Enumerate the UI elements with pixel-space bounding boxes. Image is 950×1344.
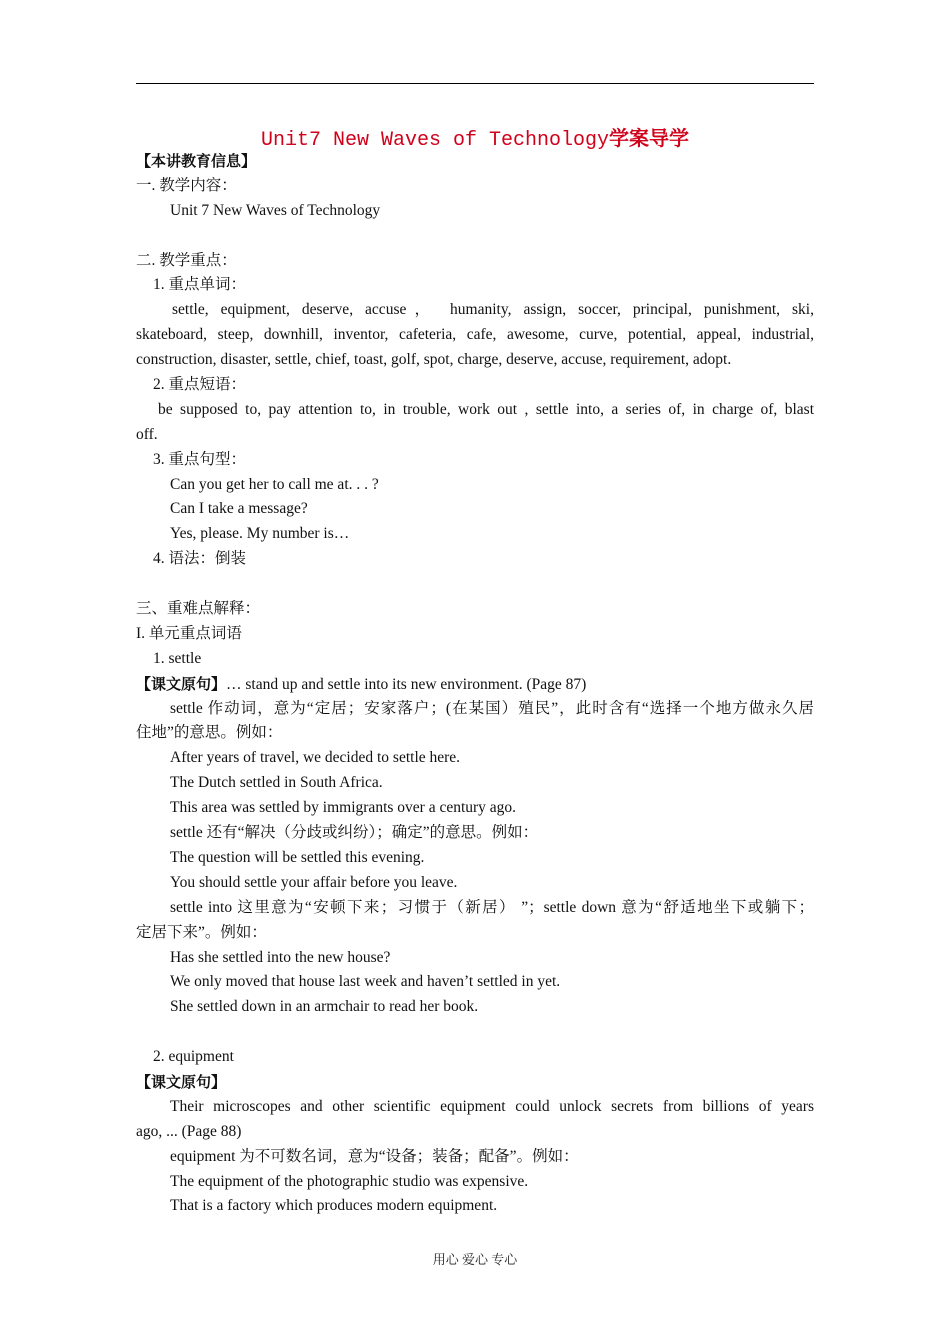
key-words-line: construction, disaster, settle, chief, toast, golf, spot, charge, deserve, accuse, requirement, adopt. <box>136 351 732 369</box>
section-3-heading: 三、重难点解释： <box>136 600 261 618</box>
word-equipment-heading: 2. equipment <box>153 1048 234 1066</box>
example-sentence: The question will be settled this evening. <box>170 848 425 866</box>
section-1-heading: 一. 教学内容： <box>136 176 237 194</box>
spacer <box>136 1020 814 1045</box>
example-sentence: This area was settled by immigrants over a century ago. <box>170 799 517 817</box>
example-sentence: The Dutch settled in South Africa. <box>170 774 383 792</box>
source-label: 【课文原句】 <box>136 674 227 693</box>
key-words-line: skateboard, steep, downhill, inventor, cafeteria, cafe, awesome, curve, potential, appeal, industrial, <box>136 326 814 344</box>
grammar-heading: 4. 语法：倒装 <box>153 550 247 568</box>
source-sentence <box>136 672 814 697</box>
explanation-line: settle 作动词，意为“定居；安家落户；(在某国）殖民”，此时含有“选择一个地方做永久居 <box>170 699 814 717</box>
page-footer: 用心 爱心 专心 <box>432 1252 518 1267</box>
spacer <box>136 572 814 597</box>
explanation-line: equipment 为不可数名词，意为“设备；装备；配备”。例如： <box>170 1147 579 1165</box>
info-heading: 【本讲教育信息】 <box>136 152 257 170</box>
key-words-line: settle, equipment, deserve, accuse， humanity, assign, soccer, principal, punishment, ski, <box>172 301 814 319</box>
word-settle-heading: 1. settle <box>153 649 202 667</box>
source-label: 【课文原句】 <box>136 1072 227 1091</box>
title-english: Unit7 New Waves of Technology <box>260 129 610 152</box>
example-sentence: Has she settled into the new house? <box>170 948 391 966</box>
example-sentence: After years of travel, we decided to settle here. <box>170 749 461 767</box>
source-text: Their microscopes and other scientific equipment could unlock secrets from billions of years <box>170 1097 814 1115</box>
example-sentence: That is a factory which produces modern equipment. <box>170 1197 498 1215</box>
spacer <box>136 224 814 249</box>
source-text: ago, ... (Page 88) <box>136 1122 242 1140</box>
example-sentence: The equipment of the photographic studio was expensive. <box>170 1172 529 1190</box>
explanation-line: 住地”的意思。例如： <box>136 724 283 742</box>
key-sentence: Can you get her to call me at. . . ? <box>170 475 379 493</box>
example-sentence: She settled down in an armchair to read her book. <box>170 998 479 1016</box>
explanation-line: settle into 这里意为“安顿下来；习惯于（新居） ”；settle down 意为“舒适地坐下或躺下； <box>170 898 814 916</box>
key-sentences-heading: 3. 重点句型： <box>153 450 247 468</box>
explanation-line: settle 还有“解决（分歧或纠纷）；确定”的意思。例如： <box>170 824 539 842</box>
part-1-heading: I. 单元重点词语 <box>136 624 242 642</box>
key-sentence: Can I take a message? <box>170 500 308 518</box>
section-1-text: Unit 7 New Waves of Technology <box>170 201 381 219</box>
key-phrases-line: off. <box>136 425 158 443</box>
key-sentence: Yes, please. My number is… <box>170 525 350 543</box>
example-sentence: You should settle your affair before you leave. <box>170 873 458 891</box>
section-2-heading: 二. 教学重点： <box>136 251 237 269</box>
explanation-line: 定居下来”。例如： <box>136 923 267 941</box>
source-text: … stand up and settle into its new environment. (Page 87) <box>226 675 587 693</box>
key-phrases-heading: 2. 重点短语： <box>153 376 247 394</box>
key-phrases-line: be supposed to, pay attention to, in trouble, work out , settle into, a series of, in charge of, blast <box>158 400 814 418</box>
document-body <box>136 149 814 1219</box>
page-title <box>136 122 814 152</box>
key-words-heading: 1. 重点单词： <box>153 276 247 294</box>
title-chinese: 学案导学 <box>609 126 690 150</box>
example-sentence: We only moved that house last week and haven’t settled in yet. <box>170 973 561 991</box>
header-rule <box>136 83 814 84</box>
